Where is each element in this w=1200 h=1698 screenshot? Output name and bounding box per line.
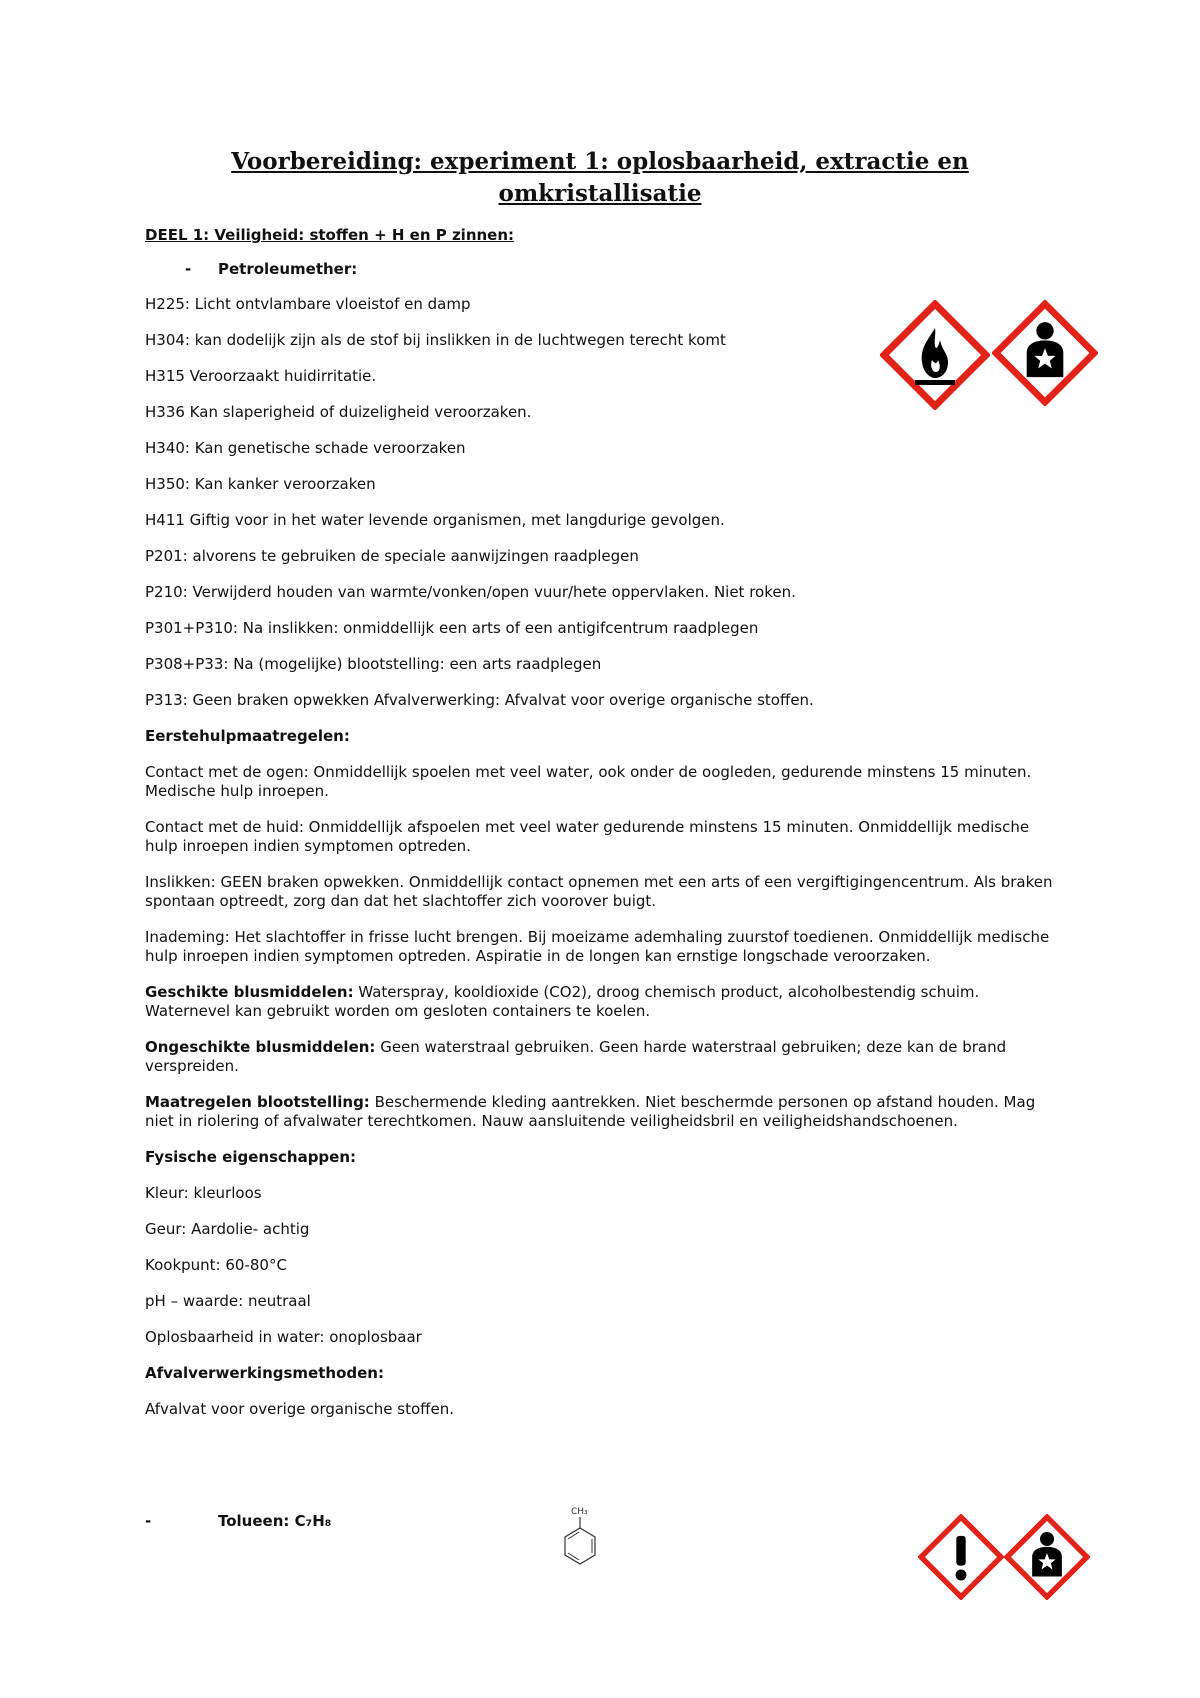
physical-boiling-point: Kookpunt: 60-80°C: [145, 1256, 287, 1274]
structure-label: CH₃: [571, 1507, 588, 1517]
statement-p201: P201: alvorens te gebruiken de speciale aanwijzingen raadplegen: [145, 547, 639, 565]
substance-name: Tolueen: C₇H₈: [218, 1512, 332, 1530]
physical-heading: Fysische eigenschappen:: [145, 1148, 357, 1166]
physical-color: Kleur: kleurloos: [145, 1184, 262, 1202]
first-aid-eyes: Contact met de ogen: Onmiddellijk spoelen met veel water, ook onder de oogleden, gedurende minstens 15 minuten. Medische hulp inroepen.: [145, 763, 1032, 800]
substance-heading-petroleumether: [145, 260, 1060, 279]
suitable-extinguishers: [145, 983, 1060, 1021]
section-heading: DEEL 1: Veiligheid: stoffen + H en P zinnen:: [145, 226, 515, 244]
waste-text: Afvalvat voor overige organische stoffen.: [145, 1400, 455, 1418]
physical-solubility: Oplosbaarheid in water: onoplosbaar: [145, 1328, 422, 1346]
waste-heading: Afvalverwerkingsmethoden:: [145, 1364, 384, 1382]
exposure-text: Beschermende kleding aantrekken. Niet beschermde personen op afstand houden. Mag niet in riolering of afvalwater terechtkomen. Nauw aansluitende veiligheidsbril en veiligheidshandschoenen.: [145, 1093, 1036, 1130]
flammable-icon: [880, 300, 990, 414]
statement-h315: H315 Veroorzaakt huidirritatie.: [145, 367, 377, 385]
statement-p210: P210: Verwijderd houden van warmte/vonken/open vuur/hete oppervlaken. Niet roken.: [145, 583, 796, 601]
suitable-text: Waterspray, kooldioxide (CO2), droog chemisch product, alcoholbestendig schuim. Waternevel kan gebruikt worden om gesloten containers te koelen.: [145, 983, 980, 1020]
unsuitable-label: Ongeschikte blusmiddelen:: [145, 1038, 376, 1056]
statement-p301-p310: P301+P310: Na inslikken: onmiddellijk een arts of een antigifcentrum raadplegen: [145, 619, 759, 637]
statement-h340: H340: Kan genetische schade veroorzaken: [145, 439, 466, 457]
statement-h225: H225: Licht ontvlambare vloeistof en damp: [145, 295, 471, 313]
toluene-structure-icon: [555, 1504, 605, 1578]
first-aid-skin: Contact met de huid: Onmiddellijk afspoelen met veel water gedurende minstens 15 minuten. Onmiddellijk medische hulp inroepen indien symptomen optreden.: [145, 818, 1030, 855]
bullet-dash: -: [145, 1512, 152, 1530]
bullet-dash: -: [185, 260, 192, 278]
exposure-measures: [145, 1093, 1060, 1131]
suitable-label: Geschikte blusmiddelen:: [145, 983, 354, 1001]
health-hazard-icon: [1004, 1514, 1090, 1604]
physical-odor: Geur: Aardolie- achtig: [145, 1220, 310, 1238]
first-aid-heading: Eerstehulpmaatregelen:: [145, 727, 350, 745]
unsuitable-extinguishers: [145, 1038, 1060, 1076]
statement-p313: P313: Geen braken opwekken Afvalverwerking: Afvalvat voor overige organische stoffen.: [145, 691, 814, 709]
statement-h304: H304: kan dodelijk zijn als de stof bij inslikken in de luchtwegen terecht komt: [145, 331, 726, 349]
exclamation-icon: [918, 1514, 1004, 1604]
substance-heading-tolueen: [145, 1512, 331, 1530]
exposure-label: Maatregelen blootstelling:: [145, 1093, 370, 1111]
statement-h336: H336 Kan slaperigheid of duizeligheid veroorzaken.: [145, 403, 532, 421]
page-title: Voorbereiding: experiment 1: oplosbaarheid, extractie en omkristallisatie: [231, 148, 969, 207]
statement-h350: H350: Kan kanker veroorzaken: [145, 475, 376, 493]
first-aid-ingestion: Inslikken: GEEN braken opwekken. Onmiddellijk contact opnemen met een arts of een vergiftigingencentrum. Als braken spontaan optreedt, zorg dan dat het slachtoffer zich voorover buigt.: [145, 873, 1053, 910]
health-hazard-icon: [992, 300, 1098, 410]
physical-ph: pH – waarde: neutraal: [145, 1292, 311, 1310]
statement-p308-p33: P308+P33: Na (mogelijke) blootstelling: een arts raadplegen: [145, 655, 602, 673]
first-aid-inhalation: Inademing: Het slachtoffer in frisse lucht brengen. Bij moeizame ademhaling zuurstof toedienen. Onmiddellijk medische hulp inroepen indien symptomen optreden. Aspiratie in de longen kan ernstige longschade veroorzaken.: [145, 928, 1050, 965]
statement-h411: H411 Giftig voor in het water levende organismen, met langdurige gevolgen.: [145, 511, 725, 529]
substance-name: Petroleumether:: [218, 260, 358, 278]
unsuitable-text: Geen waterstraal gebruiken. Geen harde waterstraal gebruiken; deze kan de brand verspreiden.: [145, 1038, 1007, 1075]
